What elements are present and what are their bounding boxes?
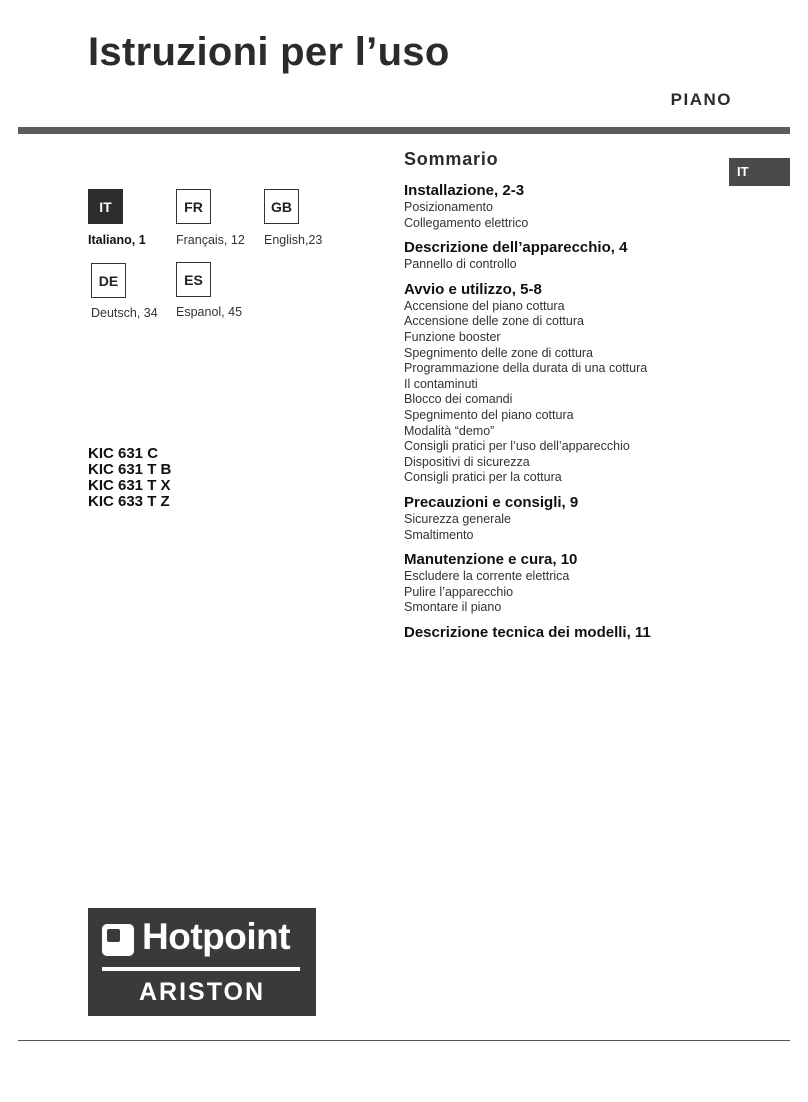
toc-section <box>404 624 784 642</box>
toc-item[interactable]: Dispositivi di sicurezza <box>404 454 530 469</box>
toc-item[interactable]: Pulire l’apparecchio <box>404 584 514 599</box>
table-of-contents <box>404 182 784 650</box>
logo-brand-hotpoint: Hotpoint <box>142 916 291 957</box>
model-name: KIC 631 C <box>88 445 159 462</box>
language-tab: IT <box>729 158 790 186</box>
toc-item[interactable]: Funzione booster <box>404 329 501 344</box>
lang-label-gb[interactable]: English,23 <box>264 233 323 247</box>
footer-divider <box>18 1040 790 1041</box>
lang-box-es[interactable]: ES <box>176 262 211 297</box>
model-name: KIC 631 T X <box>88 477 171 494</box>
toc-section <box>404 239 784 273</box>
toc-item[interactable]: Smontare il piano <box>404 600 502 615</box>
lang-box-gb[interactable]: GB <box>264 189 299 224</box>
toc-heading[interactable]: Installazione, 2-3 <box>404 182 525 199</box>
toc-item[interactable]: Consigli pratici per l’uso dell’apparecchio <box>404 439 630 454</box>
document-subtitle: PIANO <box>670 90 732 109</box>
toc-item[interactable]: Il contaminuti <box>404 376 478 391</box>
hotpoint-logo-icon <box>102 924 134 956</box>
toc-item[interactable]: Sicurezza generale <box>404 511 512 526</box>
toc-item[interactable]: Accensione delle zone di cottura <box>404 314 584 329</box>
toc-item[interactable]: Spegnimento delle zone di cottura <box>404 345 594 360</box>
lang-label-it[interactable]: Italiano, 1 <box>88 233 146 247</box>
toc-section <box>404 551 784 616</box>
logo-brand-ariston: ARISTON <box>138 978 266 1006</box>
model-list <box>88 446 171 510</box>
model-name: KIC 631 T B <box>88 461 172 478</box>
toc-item[interactable]: Smaltimento <box>404 527 474 542</box>
document-title: Istruzioni per l’uso <box>88 30 450 74</box>
toc-item[interactable]: Collegamento elettrico <box>404 215 529 230</box>
lang-box-fr[interactable]: FR <box>176 189 211 224</box>
toc-item[interactable]: Programmazione della durata di una cottura <box>404 361 648 376</box>
toc-heading[interactable]: Avvio e utilizzo, 5-8 <box>404 280 542 298</box>
hotpoint-ariston-logo <box>88 908 316 1016</box>
toc-item[interactable]: Posizionamento <box>404 200 493 214</box>
toc-heading[interactable]: Descrizione dell’apparecchio, 4 <box>404 239 628 257</box>
toc-item[interactable]: Accensione del piano cottura <box>404 298 565 313</box>
lang-label-de[interactable]: Deutsch, 34 <box>91 306 158 320</box>
lang-label-fr[interactable]: Français, 12 <box>176 233 245 247</box>
toc-item[interactable]: Blocco dei comandi <box>404 392 513 407</box>
toc-title: Sommario <box>404 149 499 169</box>
lang-box-de[interactable]: DE <box>91 263 126 298</box>
toc-heading[interactable]: Manutenzione e cura, 10 <box>404 551 578 569</box>
toc-section <box>404 182 784 231</box>
toc-item[interactable]: Spegnimento del piano cottura <box>404 407 574 422</box>
toc-item[interactable]: Escludere la corrente elettrica <box>404 569 570 584</box>
toc-item[interactable]: Modalità “demo” <box>404 423 495 438</box>
toc-section <box>404 494 784 543</box>
toc-heading[interactable]: Descrizione tecnica dei modelli, 11 <box>404 623 651 641</box>
header-divider <box>18 127 790 134</box>
lang-box-it[interactable]: IT <box>88 189 123 224</box>
model-name: KIC 633 T Z <box>88 493 170 510</box>
lang-label-es[interactable]: Espanol, 45 <box>176 305 243 319</box>
toc-item[interactable]: Pannello di controllo <box>404 257 517 272</box>
logo-divider <box>102 967 300 971</box>
toc-section <box>404 281 784 486</box>
toc-heading[interactable]: Precauzioni e consigli, 9 <box>404 493 579 511</box>
toc-item[interactable]: Consigli pratici per la cottura <box>404 470 562 485</box>
